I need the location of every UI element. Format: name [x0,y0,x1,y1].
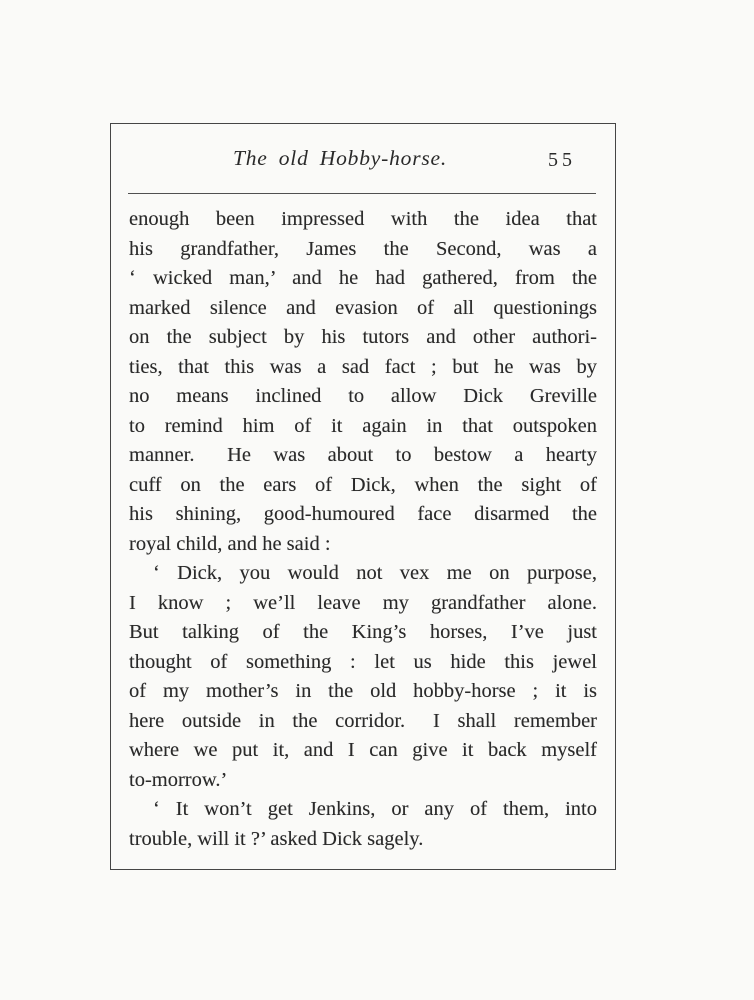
text-line: to remind him of it again in that outspoken [129,414,597,437]
text-line: ‘ Dick, you would not vex me on purpose, [153,562,597,584]
text-line: here outside in the corridor. I shall remember [129,709,597,732]
page-number: 55 [548,149,576,171]
paragraph [129,795,597,854]
text-line: of my mother’s in the old hobby-horse ; it is [129,680,597,702]
running-title: The old Hobby-horse. [232,146,448,170]
text-line: ‘ It won’t get Jenkins, or any of them, into [153,798,597,820]
text-line: trouble, will it ?’ asked Dick sagely. [129,827,424,850]
text-line: cuff on the ears of Dick, when the sight of [129,473,597,496]
text-line: on the subject by his tutors and other authori- [129,326,597,348]
paragraph [129,559,597,795]
book-page [110,123,616,870]
text-line: enough been impressed with the idea that [129,208,597,230]
text-line: thought of something : let us hide this jewel [129,650,597,673]
text-line: manner. He was about to bestow a hearty [129,444,597,466]
text-line: But talking of the King’s horses, I’ve just [129,621,597,643]
text-line: his grandfather, James the Second, was a [129,237,597,260]
text-block [129,205,597,854]
text-line: I know ; we’ll leave my grandfather alone. [129,591,597,614]
paragraph [129,205,597,559]
header-rule-divider [128,193,596,194]
text-line: ties, that this was a sad fact ; but he was by [129,355,597,378]
text-line: his shining, good-humoured face disarmed the [129,503,597,525]
text-line: no means inclined to allow Dick Greville [129,385,597,407]
text-line: ‘ wicked man,’ and he had gathered, from the [129,267,597,289]
text-line: where we put it, and I can give it back myself [129,739,597,761]
text-line: marked silence and evasion of all questionings [129,296,597,319]
text-line: royal child, and he said : [129,532,331,555]
text-line: to-morrow.’ [129,768,228,791]
